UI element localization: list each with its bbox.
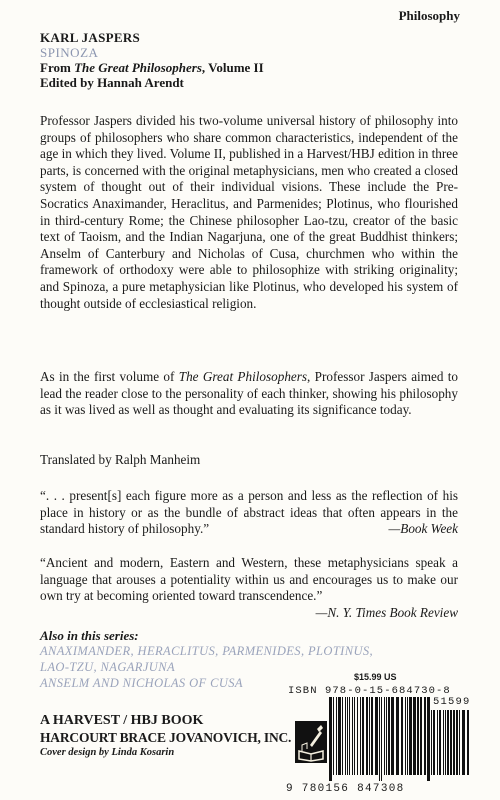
barcode-bar — [349, 697, 350, 775]
barcode-bar — [459, 710, 460, 775]
barcode-bar — [443, 710, 444, 775]
barcode-bar — [445, 710, 446, 775]
barcode-bar — [391, 697, 394, 775]
barcode-bar — [366, 697, 368, 775]
isbn-label: ISBN 978-0-15-684730-8 — [288, 685, 451, 697]
source-line — [40, 60, 470, 75]
barcode-bar — [409, 697, 412, 775]
publisher-block — [40, 712, 291, 746]
barcode-bar — [462, 710, 465, 775]
barcode-bar — [437, 710, 438, 775]
cover-credit: Cover design by Linda Kosarin — [40, 747, 175, 758]
isbn-barcode-icon — [328, 697, 432, 781]
barcode-bar — [342, 697, 343, 775]
publisher-name: HARCOURT BRACE JOVANOVICH, INC. — [40, 730, 292, 745]
paragraph2-suffix: , Professor Jaspers aimed to lead the reader close to the personality of each thinker, showing his philosophy as it was lived as well as thought and evaluating its significance today. — [40, 369, 459, 418]
category-label: Philosophy — [398, 8, 460, 23]
barcode-bar — [433, 710, 435, 775]
series-item: ANAXIMANDER, HERACLITUS, PARMENIDES, PLOTINUS, — [40, 644, 374, 658]
barcode-bar — [405, 697, 406, 775]
quote-source: —N. Y. Times Book Review — [315, 604, 458, 620]
barcode-bar — [345, 697, 346, 775]
barcode-bar — [413, 697, 416, 775]
barcode-bar — [396, 697, 399, 775]
source-suffix: , Volume II — [201, 60, 264, 75]
harvest-book-logo-icon — [295, 721, 327, 763]
series-item: ANSELM AND NICHOLAS OF CUSA — [40, 676, 243, 690]
barcode-bar — [420, 697, 422, 775]
barcode-bar — [453, 710, 455, 775]
paragraph2-prefix: As in the first volume of — [40, 369, 179, 384]
book-title: SPINOZA — [40, 45, 99, 60]
review-quote-1 — [40, 488, 458, 538]
translator-line: Translated by Ralph Manheim — [40, 452, 201, 467]
barcode-bar — [379, 697, 380, 781]
barcode-bar — [354, 697, 355, 775]
barcode-bar — [360, 697, 361, 775]
barcode-bar — [371, 697, 373, 775]
review-quote-2 — [40, 555, 458, 621]
series-item: LAO-TZU, NAGARJUNA — [40, 660, 175, 674]
barcode-bar — [424, 697, 426, 775]
barcode-bar — [456, 710, 458, 775]
series-label: Also in this series: — [40, 628, 139, 643]
author-name: KARL JASPERS — [40, 30, 141, 45]
barcode-bar — [447, 710, 449, 775]
barcode-bar — [386, 697, 387, 775]
barcode-bar — [407, 697, 408, 775]
barcode-bar — [467, 710, 469, 775]
series-list — [40, 643, 480, 691]
source-prefix: From — [40, 60, 75, 75]
barcode-bar — [439, 710, 441, 775]
barcode-bar — [336, 697, 337, 775]
editor-line: Edited by Hannah Arendt — [40, 75, 184, 90]
barcode-bar — [362, 697, 364, 775]
barcode-bar — [381, 697, 382, 781]
barcode-bar — [450, 710, 452, 775]
source-book: The Great Philosophers — [74, 60, 202, 75]
barcode-bar — [347, 697, 348, 775]
barcode-bar — [338, 697, 341, 775]
barcode-bar — [357, 697, 358, 775]
barcode-bar — [352, 697, 353, 775]
barcode-bar — [333, 697, 334, 775]
paragraph2-book: The Great Philosophers — [178, 369, 308, 384]
barcode-bar — [384, 697, 385, 775]
description-paragraph-1: Professor Jaspers divided his two-volume universal history of philosophy into groups of philosophers who share common characteristics, independent of the age in which they lived. Volume II, published in a Harvest/HBJ edition in three parts, is concerned with the original metaphysicians, men who created a closed system of thought out of their individual visions. These include the Pre-Socratics Anaximander, Heraclitus, and Parmenides; Plotinus, who flourished in third-century Rome; the Chinese philosopher Lao-tzu, creator of the basic text of Taoism, and the Indian Nagarjuna, one of the great Buddhist thinkers; Anselm of Canterbury and Nicholas of Cusa, churchmen who within the framework of orthodoxy were able to philosophize with striking originality; and Spinoza, a pure metaphysician like Plotinus, who developed his system of thought outside of ecclesiastical religion. — [40, 113, 458, 311]
barcode-digits: 9 780156 847308 — [286, 783, 405, 795]
barcode-bar — [369, 697, 370, 775]
description-paragraph-2 — [40, 369, 458, 419]
barcode-bar — [388, 697, 390, 775]
addon-digits: 51599 — [433, 696, 471, 708]
barcode-bar — [329, 697, 332, 781]
quote-source: —Book Week — [388, 521, 458, 537]
barcode-bar — [431, 710, 432, 775]
barcode-bar — [401, 697, 403, 775]
publisher-imprint: A HARVEST / HBJ BOOK — [40, 713, 204, 728]
price-barcode-icon — [430, 710, 470, 781]
price-label: $15.99 US — [354, 672, 397, 682]
quote-text: “. . . present[s] each figure more as a person and less as the reflection of his place in history or as the bundle of abstract ideas that often appears in the standard history of philosophy.” — [40, 488, 458, 537]
barcode-bar — [417, 697, 419, 775]
quote-text: “Ancient and modern, Eastern and Western, these metaphysicians speak a language that arouses a potentiality within us and encourages us to make our own try at becoming oriented toward transcendence.” — [40, 555, 458, 604]
book-header — [40, 30, 470, 90]
barcode-bar — [375, 697, 378, 775]
